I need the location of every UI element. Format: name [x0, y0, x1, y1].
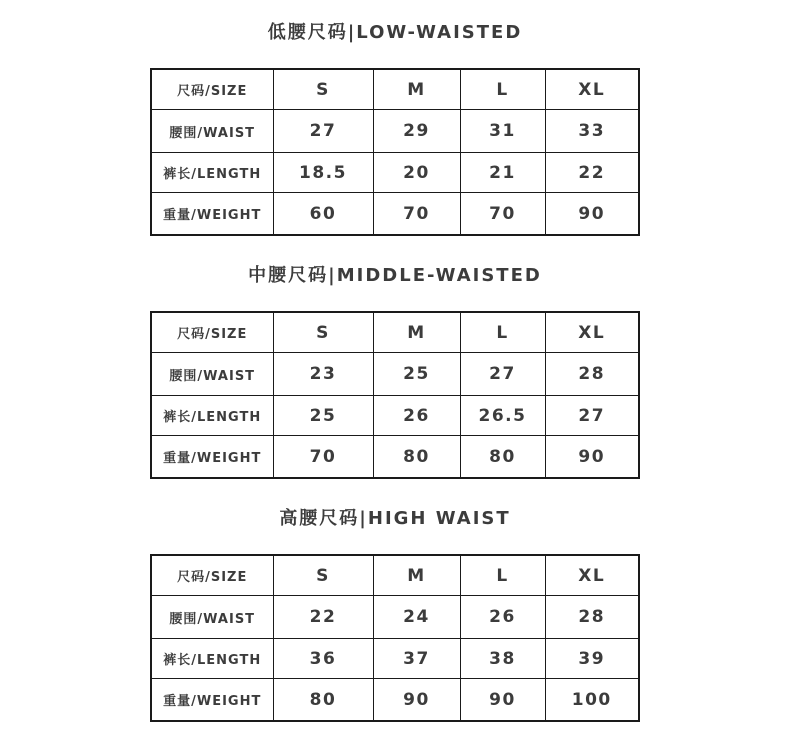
waist-m-value: 25	[373, 353, 460, 396]
weight-label: 重量/WEIGHT	[151, 436, 273, 479]
size-m-header: M	[373, 69, 460, 110]
weight-row	[151, 436, 639, 479]
weight-xl-value: 100	[545, 679, 639, 722]
section-title-high-waist: 高腰尺码|HIGH WAIST	[279, 508, 511, 529]
waist-label: 腰围/WAIST	[151, 353, 273, 396]
length-row	[151, 396, 639, 436]
size-m-header: M	[373, 312, 460, 353]
size-xl-header: XL	[545, 555, 639, 596]
weight-row	[151, 679, 639, 722]
length-xl-value: 39	[545, 639, 639, 679]
length-label: 裤长/LENGTH	[151, 396, 273, 436]
waist-xl-value: 28	[545, 596, 639, 639]
weight-m-value: 90	[373, 679, 460, 722]
length-xl-value: 22	[545, 153, 639, 193]
size-s-header: S	[273, 555, 373, 596]
weight-label: 重量/WEIGHT	[151, 193, 273, 236]
size-header-label: 尺码/SIZE	[151, 312, 273, 353]
waist-l-value: 26	[460, 596, 545, 639]
waist-row	[151, 596, 639, 639]
waist-label: 腰围/WAIST	[151, 110, 273, 153]
size-s-header: S	[273, 69, 373, 110]
size-l-header: L	[460, 312, 545, 353]
weight-m-value: 70	[373, 193, 460, 236]
size-xl-header: XL	[545, 312, 639, 353]
waist-xl-value: 33	[545, 110, 639, 153]
length-s-value: 18.5	[273, 153, 373, 193]
length-m-value: 20	[373, 153, 460, 193]
size-header-row	[151, 312, 639, 353]
waist-l-value: 27	[460, 353, 545, 396]
weight-label: 重量/WEIGHT	[151, 679, 273, 722]
weight-l-value: 80	[460, 436, 545, 479]
size-l-header: L	[460, 69, 545, 110]
size-header-row	[151, 555, 639, 596]
length-m-value: 37	[373, 639, 460, 679]
length-s-value: 25	[273, 396, 373, 436]
size-header-label: 尺码/SIZE	[151, 69, 273, 110]
waist-s-value: 27	[273, 110, 373, 153]
waist-m-value: 24	[373, 596, 460, 639]
length-l-value: 21	[460, 153, 545, 193]
length-label: 裤长/LENGTH	[151, 639, 273, 679]
weight-xl-value: 90	[545, 436, 639, 479]
length-row	[151, 153, 639, 193]
size-table-middle-waisted	[150, 311, 640, 479]
waist-s-value: 23	[273, 353, 373, 396]
length-l-value: 38	[460, 639, 545, 679]
size-header-label: 尺码/SIZE	[151, 555, 273, 596]
waist-xl-value: 28	[545, 353, 639, 396]
section-title-middle-waisted: 中腰尺码|MIDDLE-WAISTED	[248, 265, 542, 286]
weight-l-value: 90	[460, 679, 545, 722]
size-xl-header: XL	[545, 69, 639, 110]
weight-s-value: 60	[273, 193, 373, 236]
size-header-row	[151, 69, 639, 110]
size-table-low-waisted	[150, 68, 640, 236]
waist-label: 腰围/WAIST	[151, 596, 273, 639]
weight-s-value: 80	[273, 679, 373, 722]
length-s-value: 36	[273, 639, 373, 679]
size-s-header: S	[273, 312, 373, 353]
size-table-high-waist	[150, 554, 640, 722]
weight-m-value: 80	[373, 436, 460, 479]
waist-m-value: 29	[373, 110, 460, 153]
waist-s-value: 22	[273, 596, 373, 639]
waist-l-value: 31	[460, 110, 545, 153]
size-m-header: M	[373, 555, 460, 596]
weight-s-value: 70	[273, 436, 373, 479]
section-title-low-waisted: 低腰尺码|LOW-WAISTED	[267, 22, 523, 43]
waist-row	[151, 353, 639, 396]
length-label: 裤长/LENGTH	[151, 153, 273, 193]
size-l-header: L	[460, 555, 545, 596]
weight-xl-value: 90	[545, 193, 639, 236]
length-xl-value: 27	[545, 396, 639, 436]
length-m-value: 26	[373, 396, 460, 436]
length-l-value: 26.5	[460, 396, 545, 436]
weight-row	[151, 193, 639, 236]
length-row	[151, 639, 639, 679]
waist-row	[151, 110, 639, 153]
weight-l-value: 70	[460, 193, 545, 236]
